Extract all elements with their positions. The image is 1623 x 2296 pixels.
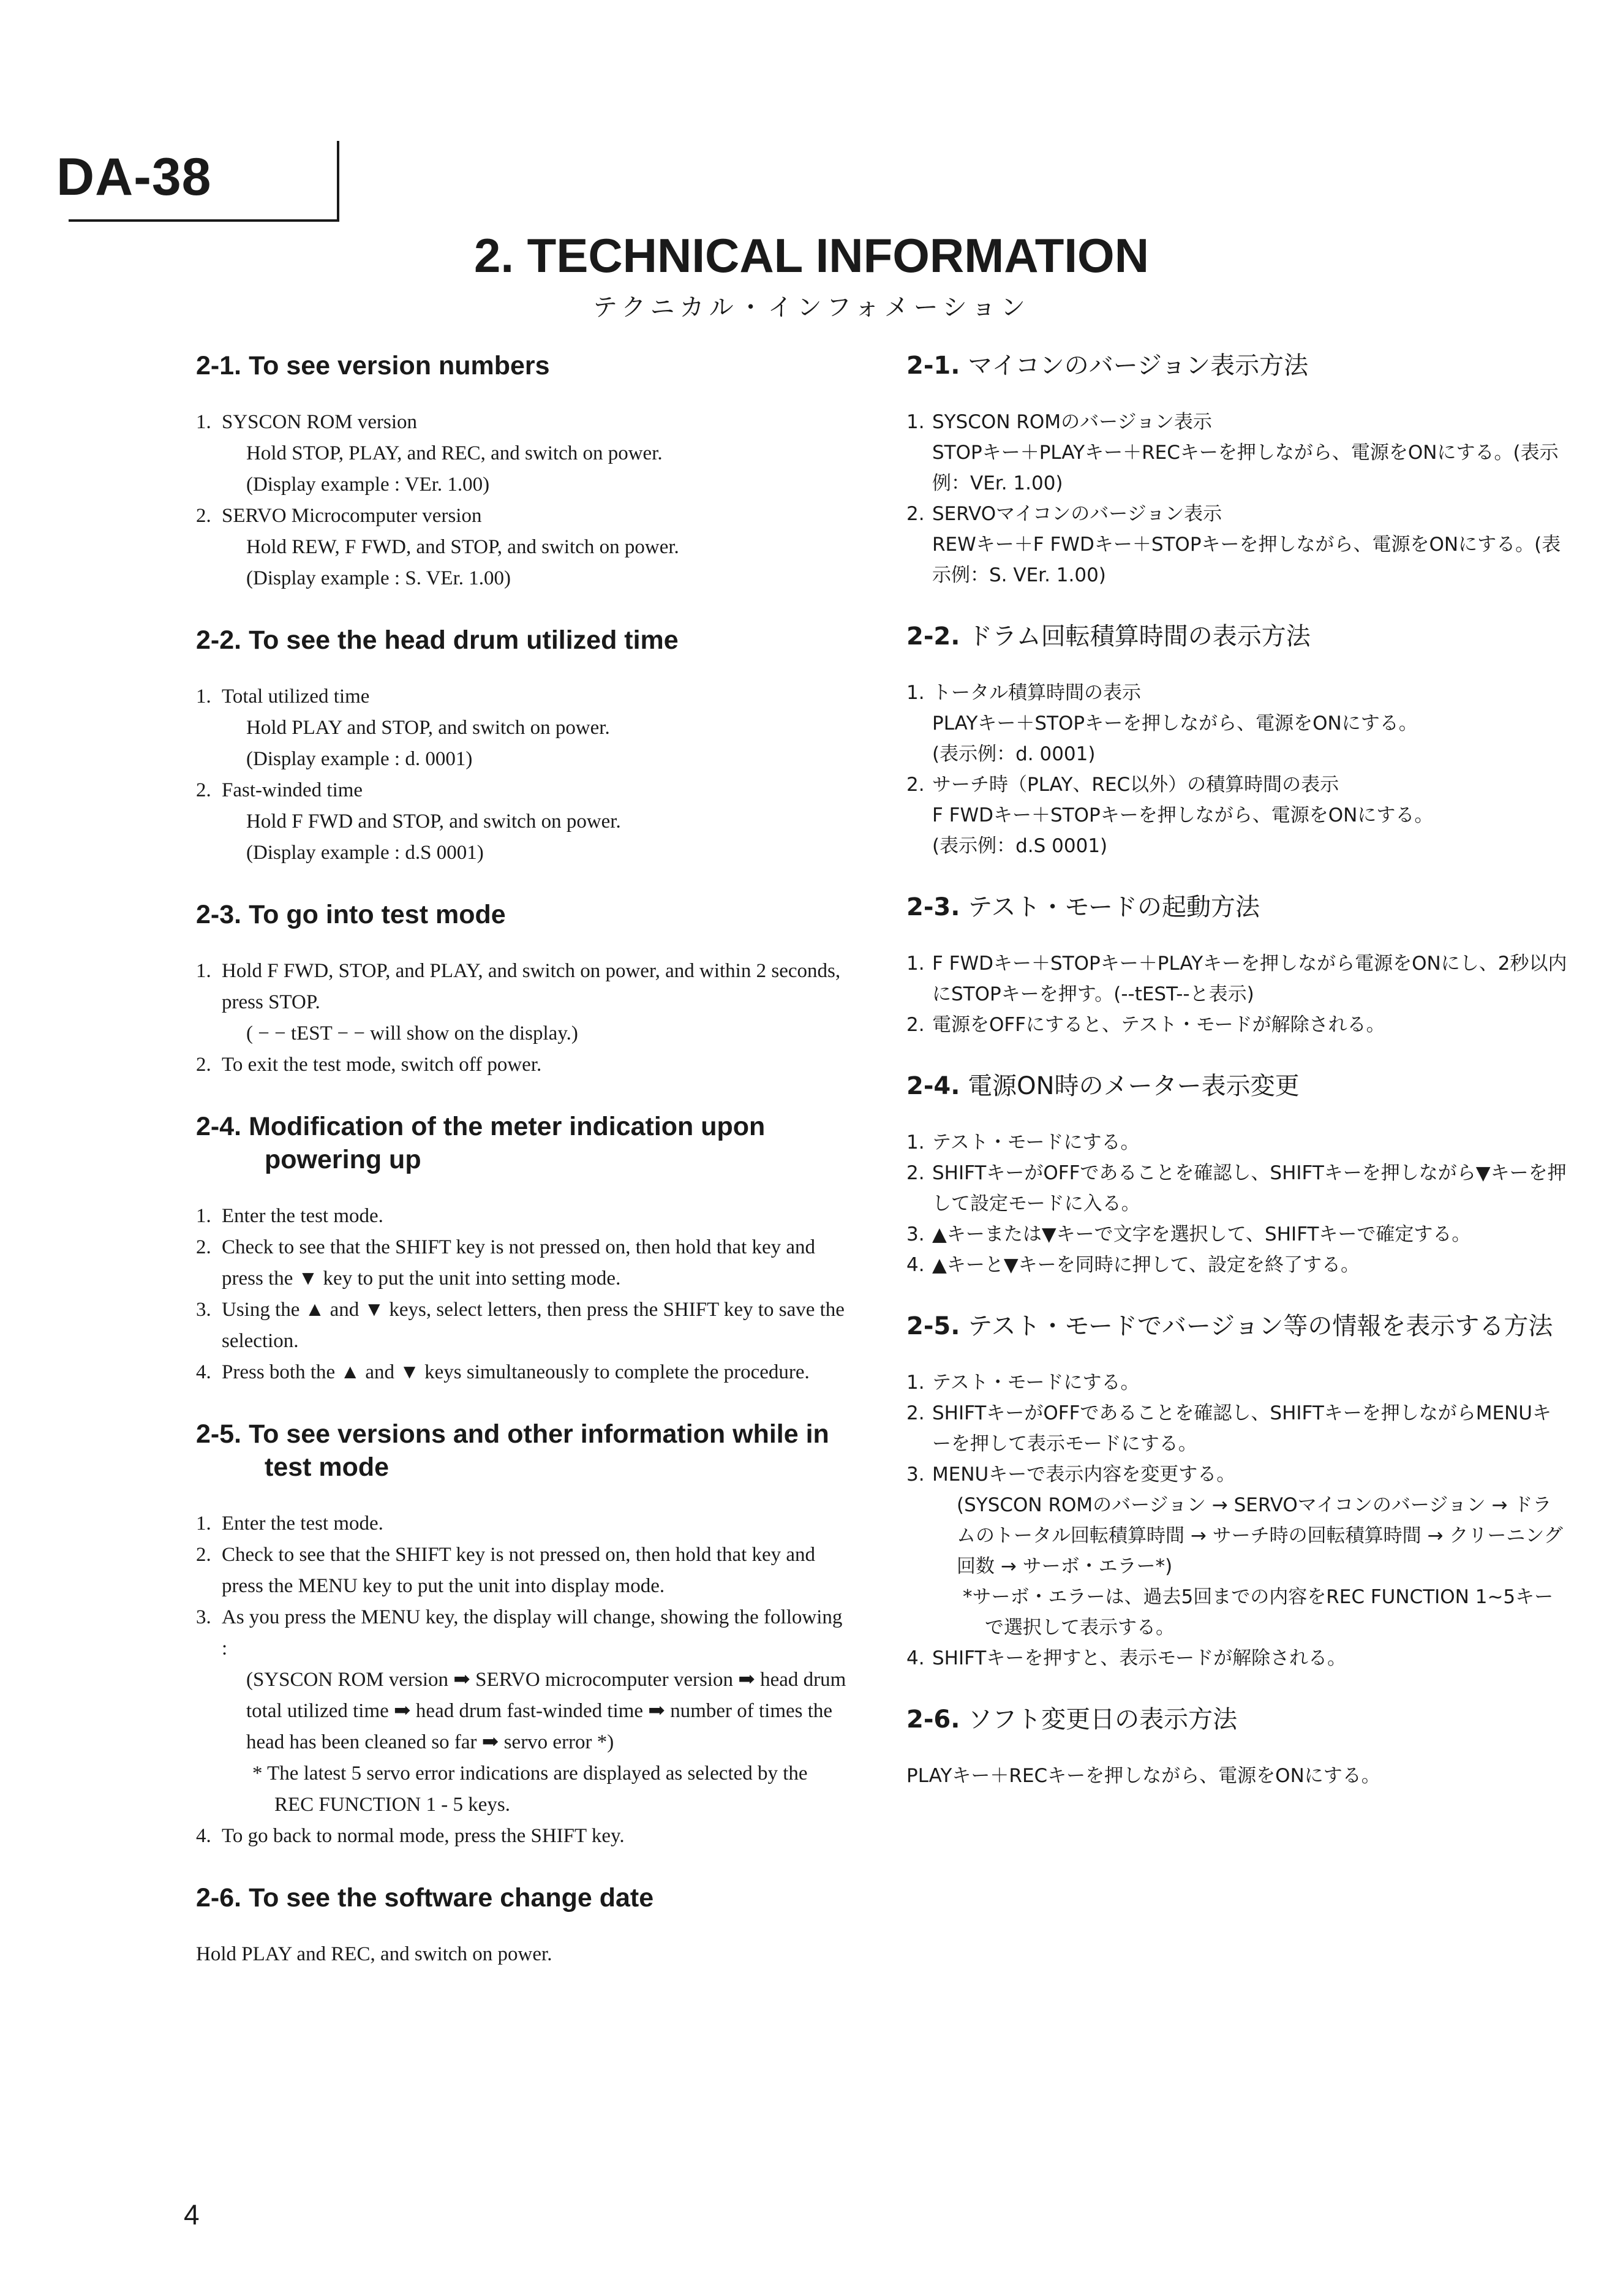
item-line: MENUキーで表示内容を変更する。 [932, 1463, 1236, 1486]
item-line: ( − − tEST − − will show on the display.) [246, 1022, 578, 1044]
list-item [196, 500, 851, 594]
section-heading: 電源ON時のメーター表示変更 [968, 1072, 1300, 1100]
item-line: SHIFTキーがOFFであることを確認し、SHIFTキーを押しながら▼キーを押して設定モードに入る。 [932, 1162, 1567, 1215]
item-number: 1. [196, 411, 211, 433]
section [906, 620, 1568, 861]
section-number: 2-4. [906, 1072, 960, 1100]
item-list [196, 407, 851, 594]
item-number: 2. [906, 503, 925, 525]
item-line: (Display example : d.S 0001) [246, 842, 484, 864]
item-number: 1. [906, 1131, 925, 1154]
item-line: F FWDキー＋STOPキー＋PLAYキーを押しながら電源をONにし、2秒以内にSTOPキーを押す。(--tEST--と表示) [932, 953, 1567, 1005]
section-title [196, 1881, 851, 1914]
section-heading: ドラム回転積算時間の表示方法 [968, 622, 1311, 651]
section [906, 1703, 1568, 1792]
item-line: (Display example : d. 0001) [246, 748, 473, 770]
section-number: 2-6. [196, 1883, 242, 1913]
item-line: Total utilized time [222, 685, 370, 708]
section-number: 2-2. [906, 622, 960, 651]
section-title [906, 1310, 1568, 1343]
section-title [906, 1703, 1568, 1736]
section-number: 2-4. [196, 1112, 242, 1141]
item-line: Check to see that the SHIFT key is not pressed on, then hold that key and press the MENU key to put the unit into display mode. [222, 1544, 816, 1597]
section-number: 2-5. [906, 1312, 960, 1340]
item-line: REWキー＋F FWDキー＋STOPキーを押しながら、電源をONにする。(表示例：S. VEr. 1.00) [932, 534, 1561, 586]
section-title [196, 898, 851, 931]
section-number: 2-5. [196, 1419, 242, 1449]
item-line: STOPキー＋PLAYキー＋RECキーを押しながら、電源をONにする。(表示例：VEr. 1.00) [932, 442, 1559, 494]
english-column [196, 349, 851, 2000]
section [196, 349, 851, 594]
page-title: 2. TECHNICAL INFORMATION [473, 228, 1150, 282]
section-heading: To see version numbers [249, 351, 550, 380]
list-item [196, 407, 851, 500]
item-number: 3. [906, 1463, 925, 1486]
list-item [906, 1367, 1568, 1398]
section [196, 1418, 851, 1852]
section-heading: ソフト変更日の表示方法 [968, 1705, 1238, 1734]
item-line: Check to see that the SHIFT key is not pressed on, then hold that key and press the ▼ key to put the unit into setting mode. [222, 1236, 816, 1290]
section-text: Hold PLAY and REC, and switch on power. [196, 1943, 552, 1965]
item-line: SHIFTキーがOFFであることを確認し、SHIFTキーを押しながらMENUキーを押して表示モードにする。 [932, 1402, 1551, 1455]
section [906, 349, 1568, 591]
list-item [906, 948, 1568, 1010]
list-item [196, 1201, 851, 1232]
item-line: SYSCON ROM version [222, 411, 418, 433]
list-item [196, 1508, 851, 1539]
item-line: (表示例：d.S 0001) [932, 835, 1108, 857]
list-item [196, 1821, 851, 1852]
section-title [906, 891, 1568, 924]
item-line: F FWDキー＋STOPキーを押しながら、電源をONにする。 [932, 804, 1434, 826]
section [196, 1881, 851, 1970]
item-line: テスト・モードにする。 [932, 1372, 1140, 1394]
item-list [196, 1508, 851, 1852]
section-number: 2-3. [906, 893, 960, 921]
item-number: 1. [906, 682, 925, 704]
list-item [906, 678, 1568, 769]
item-number: 4. [196, 1361, 211, 1383]
list-item [906, 769, 1568, 861]
list-item [906, 1398, 1568, 1459]
item-line: (Display example : VEr. 1.00) [246, 474, 490, 496]
section-heading: To see the head drum utilized time [249, 625, 679, 655]
item-line: Hold PLAY and STOP, and switch on power. [246, 717, 610, 739]
item-line: (Display example : S. VEr. 1.00) [246, 567, 511, 589]
item-line: Hold REW, F FWD, and STOP, and switch on power. [246, 536, 679, 558]
item-number: 2. [196, 505, 211, 527]
list-item [196, 1539, 851, 1602]
section-title [196, 1110, 851, 1176]
item-number: 2. [196, 1544, 211, 1566]
section-heading: To see the software change date [249, 1883, 654, 1913]
list-item [196, 1049, 851, 1081]
section [196, 1110, 851, 1388]
section-title [196, 624, 851, 657]
item-list [906, 678, 1568, 861]
section-heading: マイコンのバージョン表示方法 [968, 352, 1309, 380]
item-line: (表示例：d. 0001) [932, 743, 1096, 765]
item-line: Press both the ▲ and ▼ keys simultaneously to complete the procedure. [222, 1361, 810, 1383]
item-list [196, 681, 851, 869]
item-number: 4. [196, 1825, 211, 1847]
section-text: PLAYキー＋RECキーを押しながら、電源をONにする。 [906, 1765, 1380, 1787]
item-number: 1. [906, 1372, 925, 1394]
section [196, 898, 851, 1081]
item-number: 4. [906, 1254, 925, 1276]
list-item [906, 407, 1568, 499]
list-item [196, 956, 851, 1049]
item-number: 1. [196, 960, 211, 982]
section [906, 1310, 1568, 1674]
item-number: 2. [906, 774, 925, 796]
section-heading: テスト・モードの起動方法 [968, 893, 1260, 921]
list-item [196, 1357, 851, 1388]
item-line: Using the ▲ and ▼ keys, select letters, then press the SHIFT key to save the selection. [222, 1299, 845, 1352]
item-line: ▲キーと▼キーを同時に押して、設定を終了する。 [932, 1254, 1360, 1276]
section-number: 2-2. [196, 625, 242, 655]
item-list [906, 1367, 1568, 1674]
item-line: SERVOマイコンのバージョン表示 [932, 503, 1222, 525]
list-item [906, 499, 1568, 591]
item-number: 1. [906, 953, 925, 975]
item-line: PLAYキー＋STOPキーを押しながら、電源をONにする。 [932, 712, 1418, 734]
item-number: 1. [906, 411, 925, 433]
item-line: To go back to normal mode, press the SHIFT key. [222, 1825, 625, 1847]
list-item [906, 1643, 1568, 1674]
item-note: * The latest 5 servo error indications are displayed as selected by the REC FUNCTION 1 - 5 keys. [252, 1762, 808, 1816]
item-line: サーチ時（PLAY、REC以外）の積算時間の表示 [932, 774, 1339, 796]
section-number: 2-1. [906, 352, 960, 380]
item-line: ▲キーまたは▼キーで文字を選択して、SHIFTキーで確定する。 [932, 1223, 1471, 1245]
item-note: *サーボ・エラーは、過去5回までの内容をREC FUNCTION 1~5キーで選択して表示する。 [963, 1586, 1554, 1639]
list-item [196, 1294, 851, 1357]
item-line: Enter the test mode. [222, 1512, 383, 1535]
page-title-jp: テクニカル・インフォメーション [593, 293, 1030, 322]
item-number: 3. [196, 1299, 211, 1321]
section-heading: To go into test mode [249, 900, 506, 929]
list-item [196, 775, 851, 869]
section-heading: テスト・モードでバージョン等の情報を表示する方法 [968, 1312, 1553, 1340]
section-heading: To see versions and other information while in test mode [249, 1419, 829, 1482]
list-item [196, 681, 851, 775]
section-heading: Modification of the meter indication upon powering up [249, 1112, 766, 1174]
section-title [906, 620, 1568, 653]
item-number: 1. [196, 1512, 211, 1535]
item-number: 2. [906, 1014, 925, 1036]
item-line: Enter the test mode. [222, 1205, 383, 1227]
item-list [906, 948, 1568, 1040]
page-number: 4 [184, 2199, 200, 2230]
model-number: DA-38 [56, 148, 212, 206]
item-list [196, 1201, 851, 1388]
section-title [906, 349, 1568, 382]
item-line: テスト・モードにする。 [932, 1131, 1140, 1154]
item-detail: (SYSCON ROM version ➡ SERVO microcomputer version ➡ head drum total utilized time ➡ head drum fast-winded time ➡ number of times the head has been cleaned so far ➡ servo error *) [246, 1669, 846, 1753]
item-number: 1. [196, 1205, 211, 1227]
section [196, 624, 851, 869]
item-number: 4. [906, 1647, 925, 1669]
item-number: 2. [196, 779, 211, 801]
item-line: As you press the MENU key, the display will change, showing the following : [222, 1606, 843, 1660]
item-detail: (SYSCON ROMのバージョン → SERVOマイコンのバージョン → ドラムのトータル回転積算時間 → サーチ時の回転積算時間 → クリーニング回数 → サーボ・エラー*) [957, 1494, 1563, 1577]
item-line: Hold F FWD, STOP, and PLAY, and switch on power, and within 2 seconds, press STOP. [222, 960, 841, 1013]
item-line: Hold F FWD and STOP, and switch on power. [246, 810, 621, 833]
section-number: 2-3. [196, 900, 242, 929]
item-line: Hold STOP, PLAY, and REC, and switch on power. [246, 442, 663, 464]
item-number: 2. [906, 1402, 925, 1424]
item-number: 2. [906, 1162, 925, 1184]
item-line: SERVO Microcomputer version [222, 505, 482, 527]
list-item [906, 1219, 1568, 1250]
section [906, 891, 1568, 1040]
japanese-column [906, 349, 1568, 1821]
list-item [196, 1232, 851, 1294]
item-line: SYSCON ROMのバージョン表示 [932, 411, 1212, 433]
item-list [906, 407, 1568, 591]
list-item [906, 1158, 1568, 1219]
item-list [906, 1127, 1568, 1280]
list-item [906, 1250, 1568, 1280]
item-list [196, 956, 851, 1081]
section [906, 1070, 1568, 1280]
section-number: 2-6. [906, 1705, 960, 1734]
item-number: 3. [906, 1223, 925, 1245]
section-title [196, 1418, 851, 1484]
item-line: 電源をOFFにすると、テスト・モードが解除される。 [932, 1014, 1385, 1036]
list-item [906, 1010, 1568, 1040]
item-number: 1. [196, 685, 211, 708]
item-number: 2. [196, 1236, 211, 1258]
item-number: 2. [196, 1054, 211, 1076]
section-number: 2-1. [196, 351, 242, 380]
item-number: 3. [196, 1606, 211, 1628]
list-item [906, 1127, 1568, 1158]
section-title [196, 349, 851, 382]
item-line: SHIFTキーを押すと、表示モードが解除される。 [932, 1647, 1347, 1669]
section-title [906, 1070, 1568, 1103]
item-line: Fast-winded time [222, 779, 363, 801]
item-line: トータル積算時間の表示 [932, 682, 1141, 704]
list-item [906, 1459, 1568, 1643]
item-line: To exit the test mode, switch off power. [222, 1054, 542, 1076]
list-item [196, 1602, 851, 1821]
